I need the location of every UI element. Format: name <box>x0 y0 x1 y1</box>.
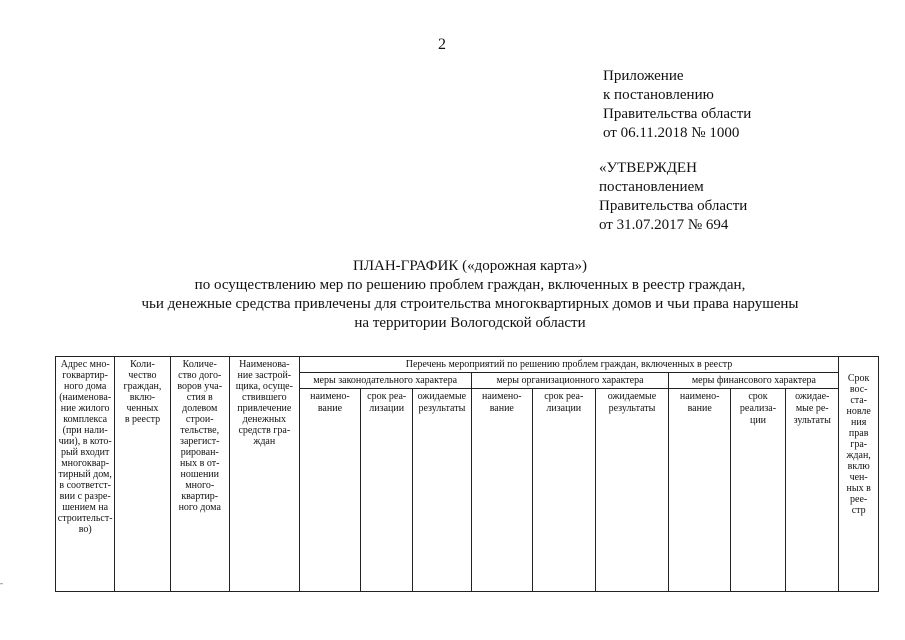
approved-line: «УТВЕРЖДЕН <box>599 160 697 176</box>
subheader-results: ожидаемые результаты <box>413 389 471 592</box>
subheader-name: наимено- вание <box>471 389 532 592</box>
title-line: ПЛАН-ГРАФИК («дорожная карта») <box>353 258 587 274</box>
page-number: 2 <box>438 36 446 53</box>
header-citizens-count: Коли- чество граждан, вклю- ченных в реестр <box>115 357 170 592</box>
header-contracts-count: Количе- ство дого- воров уча- стия в долевом строи- тельстве, зарегист- рирован- ных в от- ношении много- квартир- ного дома <box>170 357 229 592</box>
title-line: по осуществлению мер по решению проблем граждан, включенных в реестр граждан, <box>194 277 746 293</box>
header-developer: Наименова- ние застрой- щика, осуще- ствившего привлечение денежных средств гра- ждан <box>229 357 299 592</box>
approved-line: от 31.07.2017 № 694 <box>599 217 729 233</box>
document-title <box>120 257 820 333</box>
approved-line: постановлением <box>599 179 704 195</box>
group-financial: меры финансового характера <box>669 373 839 389</box>
table-header-row <box>56 357 879 373</box>
approved-line: Правительства области <box>599 198 748 214</box>
appendix-line: от 06.11.2018 № 1000 <box>603 125 740 141</box>
appendix-block <box>603 67 751 143</box>
approved-block <box>599 159 747 235</box>
subheader-term: срок реа- лизации <box>533 389 595 592</box>
margin-mark: - <box>0 578 3 588</box>
subheader-term: срок реализа- ции <box>730 389 785 592</box>
plan-table <box>55 356 879 592</box>
appendix-line: Правительства области <box>603 106 752 122</box>
group-organizational: меры организационного характера <box>471 373 669 389</box>
title-line: на территории Вологодской области <box>354 315 586 331</box>
subheader-results: ожидае- мые ре- зультаты <box>786 389 839 592</box>
group-legislative: меры законодательного характера <box>299 373 471 389</box>
title-line: чьи денежные средства привлечены для строительства многоквартирных домов и чьи права нарушены <box>141 296 799 312</box>
header-measures: Перечень мероприятий по решению проблем граждан, включенных в реестр <box>299 357 839 373</box>
subheader-name: наимено- вание <box>669 389 730 592</box>
appendix-line: Приложение <box>603 68 684 84</box>
subheader-term: срок реа- лизации <box>361 389 413 592</box>
header-address: Адрес мно- гоквартир- ного дома (наименова- ние жилого комплекса (при нали- чии), в кото- рый входит многоквар- тирный дом, в соответст- вии с разре- шением на строительст- во) <box>56 357 115 592</box>
subheader-name: наимено- вание <box>299 389 360 592</box>
header-restore-term: Срок вос- ста- новле ния прав гра- ждан, вклю чен- ных в рее- стр <box>839 357 879 592</box>
subheader-results: ожидаемые результаты <box>595 389 669 592</box>
appendix-line: к постановлению <box>603 87 714 103</box>
